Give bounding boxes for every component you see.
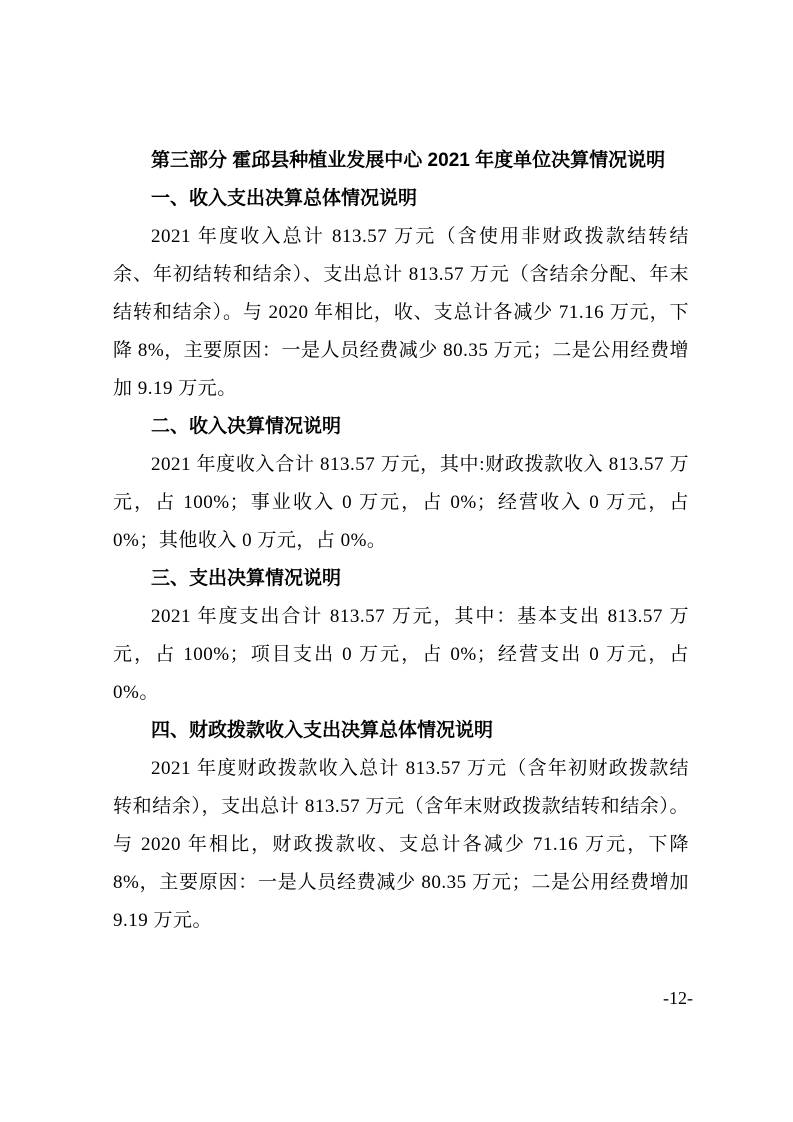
page-number: -12- bbox=[663, 988, 693, 1008]
section-body-expenditure-details: 2021 年度支出合计 813.57 万元，其中：基本支出 813.57 万元，占 100%；项目支出 0 万元，占 0%；经营支出 0 万元，占 0%。 bbox=[113, 606, 689, 703]
section-body-fiscal-appropriation-overview: 2021 年度财政拨款收入总计 813.57 万元（含年初财政拨款结转和结余），支出总计 813.57 万元（含年末财政拨款结转和结余）。与 2020 年相比，财政拨款收、支总计各减少 71.16 万元，下降 8%，主要原因：一是人员经费减少 80.35 万元；二是公用经费增加 9.19 万元。 bbox=[113, 758, 689, 931]
section-body-income-expenditure-overview: 2021 年度收入总计 813.57 万元（含使用非财政拨款结转结余、年初结转和结余）、支出总计 813.57 万元（含结余分配、年末结转和结余）。与 2020 年相比，收、支总计各减少 71.16 万元，下降 8%，主要原因：一是人员经费减少 80.35 万元；二是公用经费增加 9.19 万元。 bbox=[113, 226, 689, 399]
section-heading-expenditure-details: 三、支出决算情况说明 bbox=[151, 568, 342, 589]
section-heading-fiscal-appropriation-overview: 四、财政拨款收入支出决算总体情况说明 bbox=[151, 720, 494, 741]
section-heading-income-expenditure-overview: 一、收入支出决算总体情况说明 bbox=[151, 188, 418, 209]
document-title: 第三部分 霍邱县种植业发展中心 2021 年度单位决算情况说明 bbox=[151, 150, 666, 171]
section-heading-income-details: 二、收入决算情况说明 bbox=[151, 416, 342, 437]
section-body-income-details: 2021 年度收入合计 813.57 万元，其中:财政拨款收入 813.57 万元，占 100%；事业收入 0 万元，占 0%；经营收入 0 万元，占 0%；其他收入 0 万元，占 0%。 bbox=[113, 454, 689, 551]
